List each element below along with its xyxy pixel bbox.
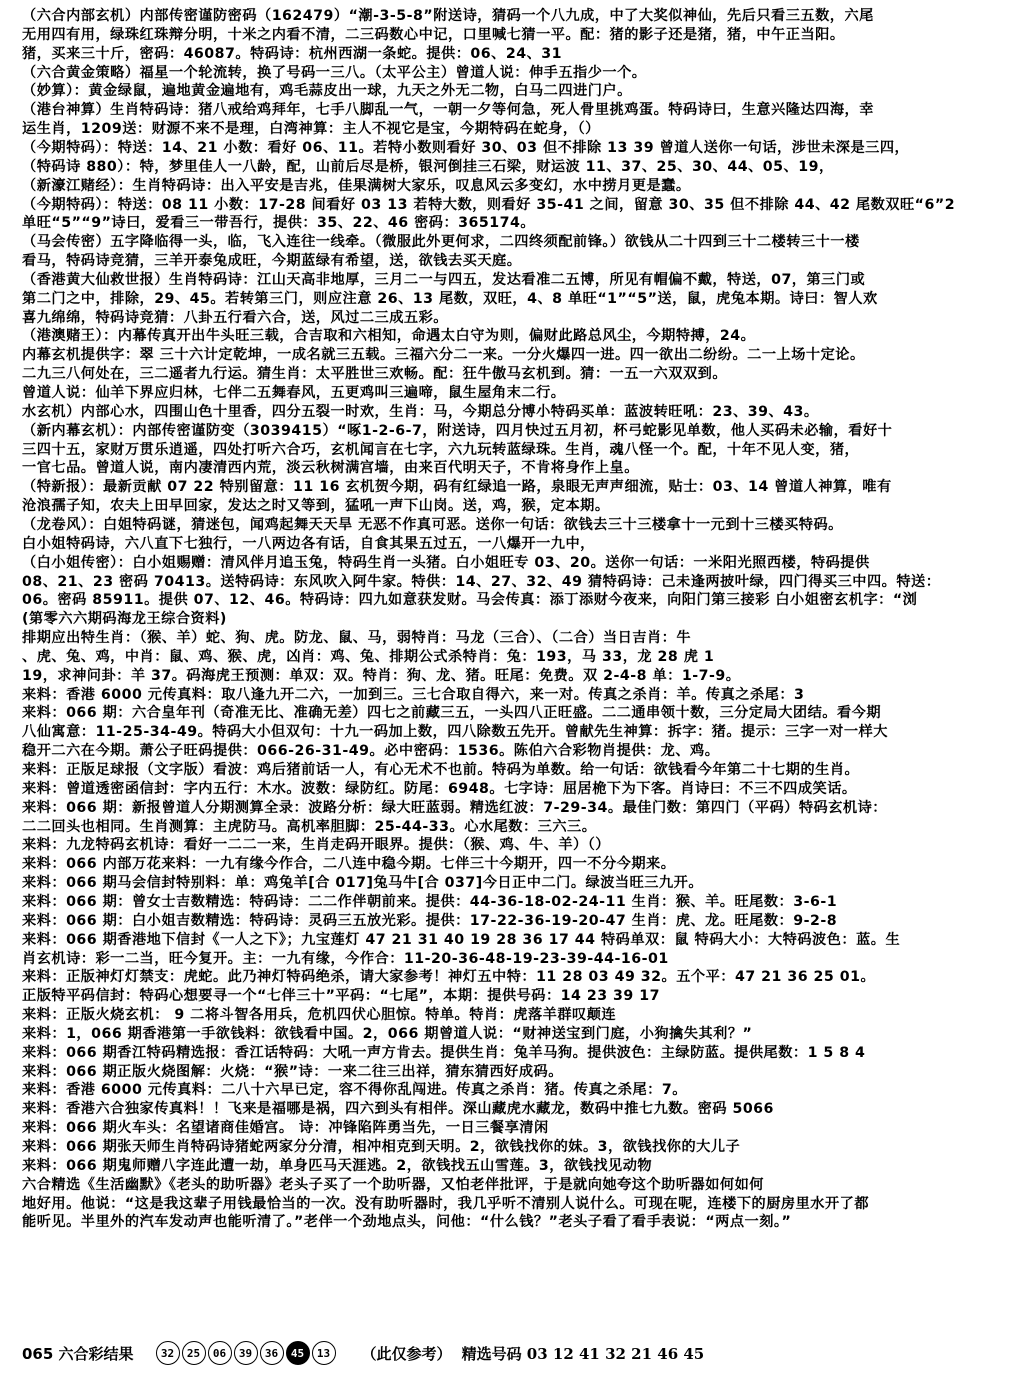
result-balls bbox=[156, 1341, 336, 1365]
text-line: 来料：066 期香江特码精选报：香江话特码：大吼一声方肯去。提供生肖：兔羊马狗。提供波色：主绿防蓝。提供尾数：1 5 8 4 bbox=[22, 1044, 866, 1061]
text-line: （马会传密）五字降临得一头，临，飞入连往一线牵。（微服此外更何求，二四终须配前锋。）欲钱从二十四到三十二楼转三十一楼 bbox=[22, 234, 860, 251]
text-line: （六合黄金策略）福星一个轮流转，换了号码一三八。（太平公主）曾道人说：伸手五指少一个。 bbox=[22, 64, 647, 81]
text-line: 19，求神问卦：羊 37。码海虎王预测：单双：双。特肖：狗、龙、猪。旺尾：免费。双 2-4-8 单：1-7-9。 bbox=[22, 667, 741, 684]
text-line: 地好用。他说：“这是我这辈子用钱最恰当的一次。没有助听器时，我几乎听不清别人说什么。可现在呢，连楼下的厨房里水开了都 bbox=[22, 1195, 870, 1212]
text-line: （今期特码）：特送：08 11 小数：17-28 间看好 03 13 若特大数，则看好 35-41 之间，留意 30、35 但不排除 44、42 尾数双旺“6”2 bbox=[22, 196, 956, 213]
text-line: 喜九绵绵，特码诗竞猜：八卦五行看六合，送，风过二三成五彩。 bbox=[22, 309, 448, 326]
text-line: 来料：正版火烧玄机： 9 二将斗智各用兵，危机四伏心胆惊。特单。特肖：虎落羊群叹颠连 bbox=[22, 1007, 617, 1024]
result-ball: 06 bbox=[208, 1341, 232, 1365]
text-line: 六合精选《生活幽默》《老头的助听器》老头子买了一个助听器，又怕老伴批评，于是就向她夸这个助听器如何如何 bbox=[22, 1176, 764, 1193]
text-line: 、虎、兔、鸡，中肖：鼠、鸡、猴、虎，凶肖：鸡、兔、排期公式杀特肖：兔：193，马 33，龙 28 虎 1 bbox=[22, 648, 715, 665]
text-line: 排期应出特生肖：（猴、羊）蛇、狗、虎。防龙、鼠、马，弱特肖：马龙（三合）、（二合）当日吉肖：牛 bbox=[22, 630, 692, 647]
text-line: （今期特码）：特送：14、21 小数：看好 06、11。若特小数则看好 30、03 但不排除 13 39 曾道人送你一句话，涉世未深是三四， bbox=[22, 139, 910, 156]
text-line: 来料：香港 6000 元传真料：取八逢九开二六，一加到三。三七合取自得六，来一对。传真之杀肖：羊。传真之杀尾：3 bbox=[22, 686, 805, 703]
text-line: 沧浪孺子知，农夫上田早回家，发达之时又等到，猛吼一声下山岗。送，鸡，猴，定本期。 bbox=[22, 498, 610, 515]
text-line: 二二回头也相同。生肖测算：主虎防马。高机率胆脚：25-44-33。心水尾数：三六三。 bbox=[22, 818, 597, 835]
result-ball: 36 bbox=[260, 1341, 284, 1365]
text-line: (第零六六期码海龙王综合资料) bbox=[22, 611, 227, 628]
text-line: 来料：066 期火车头：名望诸商佳婚宫。 诗：冲锋陷阵勇当先，一日三餐享清闲 bbox=[22, 1120, 549, 1137]
text-line: 内幕玄机提供字：翠 三十六计定乾坤，一成名就三五载。三福六分二一来。一分火爆四一进。四一欲出二纷纷。二一上场十定论。 bbox=[22, 347, 865, 364]
text-line: 来料：香港 6000 元传真料：二八十六早已定，容不得你乱闯进。传真之杀肖：猪。传真之杀尾：7。 bbox=[22, 1082, 687, 1099]
text-line: 运生肖，1209送：财源不来不是理，白湾神算：主人不视它是宝，今期特码在蛇身，（） bbox=[22, 121, 600, 138]
result-ball: 25 bbox=[182, 1341, 206, 1365]
text-line: 来料：066 期张天师生肖特码诗猪蛇两家分分清，相冲相克到天明。2，欲钱找你的妹。3，欲钱找你的大儿子 bbox=[22, 1139, 741, 1155]
text-line: 二九三八何处在，三二遥者九行运。猜生肖：太平胜世三欢畅。配：狂牛傲马玄机到。猜：一五一六双双到。 bbox=[22, 366, 728, 383]
text-line: 来料：香港六合独家传真料！！飞来是福哪是祸，四六到头有相伴。深山藏虎水藏龙，数码中推七九数。密码 5066 bbox=[22, 1101, 774, 1118]
text-line: 第二门之中，排除，29、45。若转第三门，则应注意 26、13 尾数，双旺，4、8 单旺“1”“5”送，鼠，虎兔本期。诗曰：智人欢 bbox=[22, 290, 878, 307]
text-line: （白小姐传密）：白小姐赐赠：清风伴月追玉兔，特码生肖一头猪。白小姐旺专 03、20。送你一句话：一米阳光照西楼，特码提供 bbox=[22, 554, 870, 571]
text-line: 来料：066 内部万花来料：一九有缘今作合，二八连中稳今期。七伴三十今期开，四一不分今期来。 bbox=[22, 856, 676, 873]
text-line: 看马，特码诗竞猜，三羊开泰兔成旺，今期蓝绿有希望，送，欲钱去买天庭。 bbox=[22, 253, 522, 270]
special-ball: 13 bbox=[312, 1341, 336, 1365]
result-footer bbox=[22, 1339, 1012, 1367]
text-line: （港澳赌王）：内幕传真开出牛头旺三载，合吉取和六相知，命遇太白守为则，偏财此路总风尘，今期特搏，24。 bbox=[22, 328, 756, 345]
text-line: 三四十五，家财万贯乐逍遥，四处打听六合巧，玄机闻言在七字，六九玩转蓝绿珠。生肖，魂八怪一个。配，十年不见人变，猪， bbox=[22, 441, 860, 458]
text-line: 来料：正版神灯灯禁支：虎蛇。此乃神灯特码绝杀，请大家参考！神灯五中特：11 28 03 49 32。五个平：47 21 36 25 01。 bbox=[22, 969, 876, 986]
text-line: 来料：正版足球报（文字版）看波：鸡后猪前话一人，有心无术不也前。特码为单数。给一句话：欲钱看今年第二十七期的生肖。 bbox=[22, 762, 860, 778]
text-line: 来料：066 期鬼师赠八字连此遭一劫，单身匹马天涯逃。2，欲钱找五山雪莲。3，欲钱找见动物 bbox=[22, 1157, 653, 1174]
text-line: 来料：066 期：六合皇年刊（奇准无比、准确无差）四七之前藏三五，一头四八正旺盛。二二通串领十数，三分定局大团结。看今期 bbox=[22, 705, 882, 722]
text-line: 来料：066 期：白小姐吉数精选：特码诗：灵码三五放光彩。提供：17-22-36-19-20-47 生肖：虎、龙。旺尾数：9-2-8 bbox=[22, 912, 838, 929]
text-line: 水玄机）内部心水，四围山色十里香，四分五裂一时欢，生肖：马，今期总分博小特码买单：蓝波转旺吼：23、39、43。 bbox=[22, 403, 819, 420]
text-line: （妙算）：黄金绿鼠，遍地黄金遍地有，鸡毛蒜皮出一球，九天之外无二物，白马二四进门户。 bbox=[22, 83, 632, 100]
text-line: 一官七品。曾道人说，南内凄清西内荒，淡云秋树满宫墙，由来百代明天子，不肯将身作上皇。 bbox=[22, 460, 639, 477]
result-ball: 32 bbox=[156, 1341, 180, 1365]
text-line: 正版特平码信封：特码心想要寻一个“七伴三十”平码：“七尾”，本期：提供号码：14 23 39 17 bbox=[22, 988, 660, 1005]
text-line: 来料：066 期：曾女士吉数精选：特码诗：二二作伴朝前来。提供：44-36-18-02-24-11 生肖：猴、羊。旺尾数：3-6-1 bbox=[22, 893, 838, 910]
text-line: 08、21、23 密码 70413。送特码诗：东风吹入阿牛家。特供：14、27、32、49 猜特码诗：己未逢两披叶绿，四门得买三中四。特送： bbox=[22, 573, 941, 590]
text-line: （新内幕玄机）：内部传密谨防变（3039415）“啄1-2-6-7，附送诗，四月快过五月初，杯弓蛇影见单数，他人买码未必输，看好十 bbox=[22, 422, 893, 439]
text-line: （龙卷风）：白姐特码谜，猜迷包，闻鸡起舞天天旱 无恶不作真可恶。送你一句话：欲钱去三十三楼拿十一元到十三楼买特码。 bbox=[22, 516, 843, 533]
text-line: （六合内部玄机）内部传密谨防密码（162479）“潮-3-5-8”附送诗，猜码一个八九成，中了大奖似神仙，先后只看三五数，六尾 bbox=[22, 8, 874, 24]
text-line: 来料：066 期：新报曾道人分期测算全录：波路分析：绿大旺蓝弱。精选红波：7-29-34。最佳门数：第四门（平码）特码玄机诗： bbox=[22, 799, 887, 816]
text-line: 来料：九龙特码玄机诗：看好一二二一来，生肖走码开眼界。提供：（猴、鸡、牛、羊）（） bbox=[22, 837, 610, 854]
text-line: 猪，买来三十斤，密码：46087。特码诗：杭州西湖一条蛇。提供：06、24、31 bbox=[22, 45, 563, 62]
text-line: 白小姐特码诗，六八直下七独行，一八两边各有话，自食其果五过五，一八爆开一九中， bbox=[22, 535, 595, 552]
text-line: 曾道人说：仙羊下界应归林，七伴二五舞春风，五更鸡叫三遍啼，鼠生屋角末二行。 bbox=[22, 385, 566, 401]
text-line: （香港黄大仙救世报）生肖特码诗：江山天高非地厚，三月二一与四五，发达看准二五博，所见有帽偏不戴，特送，07，第三门或 bbox=[22, 271, 866, 288]
text-line: 来料：066 期马会信封特别料：单：鸡兔羊[合 017]兔马牛[合 037]今日正中二门。绿波当旺三九开。 bbox=[22, 875, 704, 892]
text-line: 来料：066 期正版火烧图解：火烧：“猴”诗：一来二往三出祥，猜东猜西好成码。 bbox=[22, 1063, 563, 1080]
result-note: （此仅参考） bbox=[361, 1344, 452, 1363]
text-line: （港台神算）生肖特码诗：猪八戒给鸡拜年，七手八脚乱一气，一朝一夕等何急，死人骨里挑鸡蛋。特码诗曰，生意兴隆达四海，幸 bbox=[22, 102, 874, 119]
text-line: 肖玄机诗：彩一二当，旺今复开。主：一九有缘，今作合：11-20-36-48-19-23-39-44-16-01 bbox=[22, 950, 669, 967]
text-line: 来料：1，066 期香港第一手欲钱料：欲钱看中国。2，066 期曾道人说：“财神送宝到门庭，小狗擒失其利？” bbox=[22, 1025, 753, 1042]
text-line: 能听见。半里外的汽车发动声也能听清了。”老伴一个劲地点头，问他：“什么钱？”老头子看了看手表说：“两点一刻。” bbox=[22, 1214, 792, 1231]
text-line: （新濠江赌经）：生肖特码诗：出入平安是吉兆，佳果满树大家乐，叹息风云多变幻，水中捞月更是蠢。 bbox=[22, 177, 691, 194]
text-line: 单旺“5”“9”诗曰，爱看三一带吾行，提供：35、22、46 密码：365174。 bbox=[22, 215, 536, 232]
result-ball: 45 bbox=[286, 1341, 310, 1365]
text-line: 来料：曾道透密函信封：字内五行：木水。波数：绿防红。防尾：6948。七字诗：屈居桅下为下客。肖诗曰：不三不四成笑话。 bbox=[22, 780, 857, 797]
text-line: 06。密码 85911。提供 07、12、46。特码诗：四九如意获发财。马会传真：添丁添财今夜来，向阳门第三接彩 白小姐密玄机字：“浏 bbox=[22, 592, 918, 609]
text-line: （特码诗 880）：特，梦里佳人一八龄，配，山前后尽是桥，银河倒挂三石梁，财运波 11、37、25、30、44、05、19， bbox=[22, 158, 834, 175]
text-line: 稳开二六在今期。萧公子旺码提供：066-26-31-49。必中密码：1536。陈伯六合彩物肖提供：龙、鸡。 bbox=[22, 743, 720, 760]
result-ball: 39 bbox=[234, 1341, 258, 1365]
text-line: 八仙寓意：11-25-34-49。特码大小但双句：十九一码加上数，四八除数五先开。曾献先生神算：拆字：猪。提示：三字一对一样大 bbox=[22, 724, 888, 741]
text-line: 来料：066 期香港地下信封《一人之下》；九宝莲灯 47 21 31 40 19 28 36 17 44 特码单双：鼠 特码大小：大特码波色：蓝。生 bbox=[22, 931, 901, 948]
selected-numbers: 精选号码 03 12 41 32 21 46 45 bbox=[461, 1344, 705, 1363]
result-title: 065 六合彩结果 bbox=[22, 1344, 134, 1363]
text-line: 无用四有用，绿珠红珠辩分明，十米之内看不清，二三码数心中记，口里喊七猜一平。配：猪的影子还是猪，猪，中午正当阳。 bbox=[22, 26, 845, 43]
text-line: （特新报）：最新贡献 07 22 特别留意：11 16 玄机贺今期，码有红绿追一路，泉眼无声声细流，贴士：03、14 曾道人神算，唯有 bbox=[22, 479, 892, 496]
